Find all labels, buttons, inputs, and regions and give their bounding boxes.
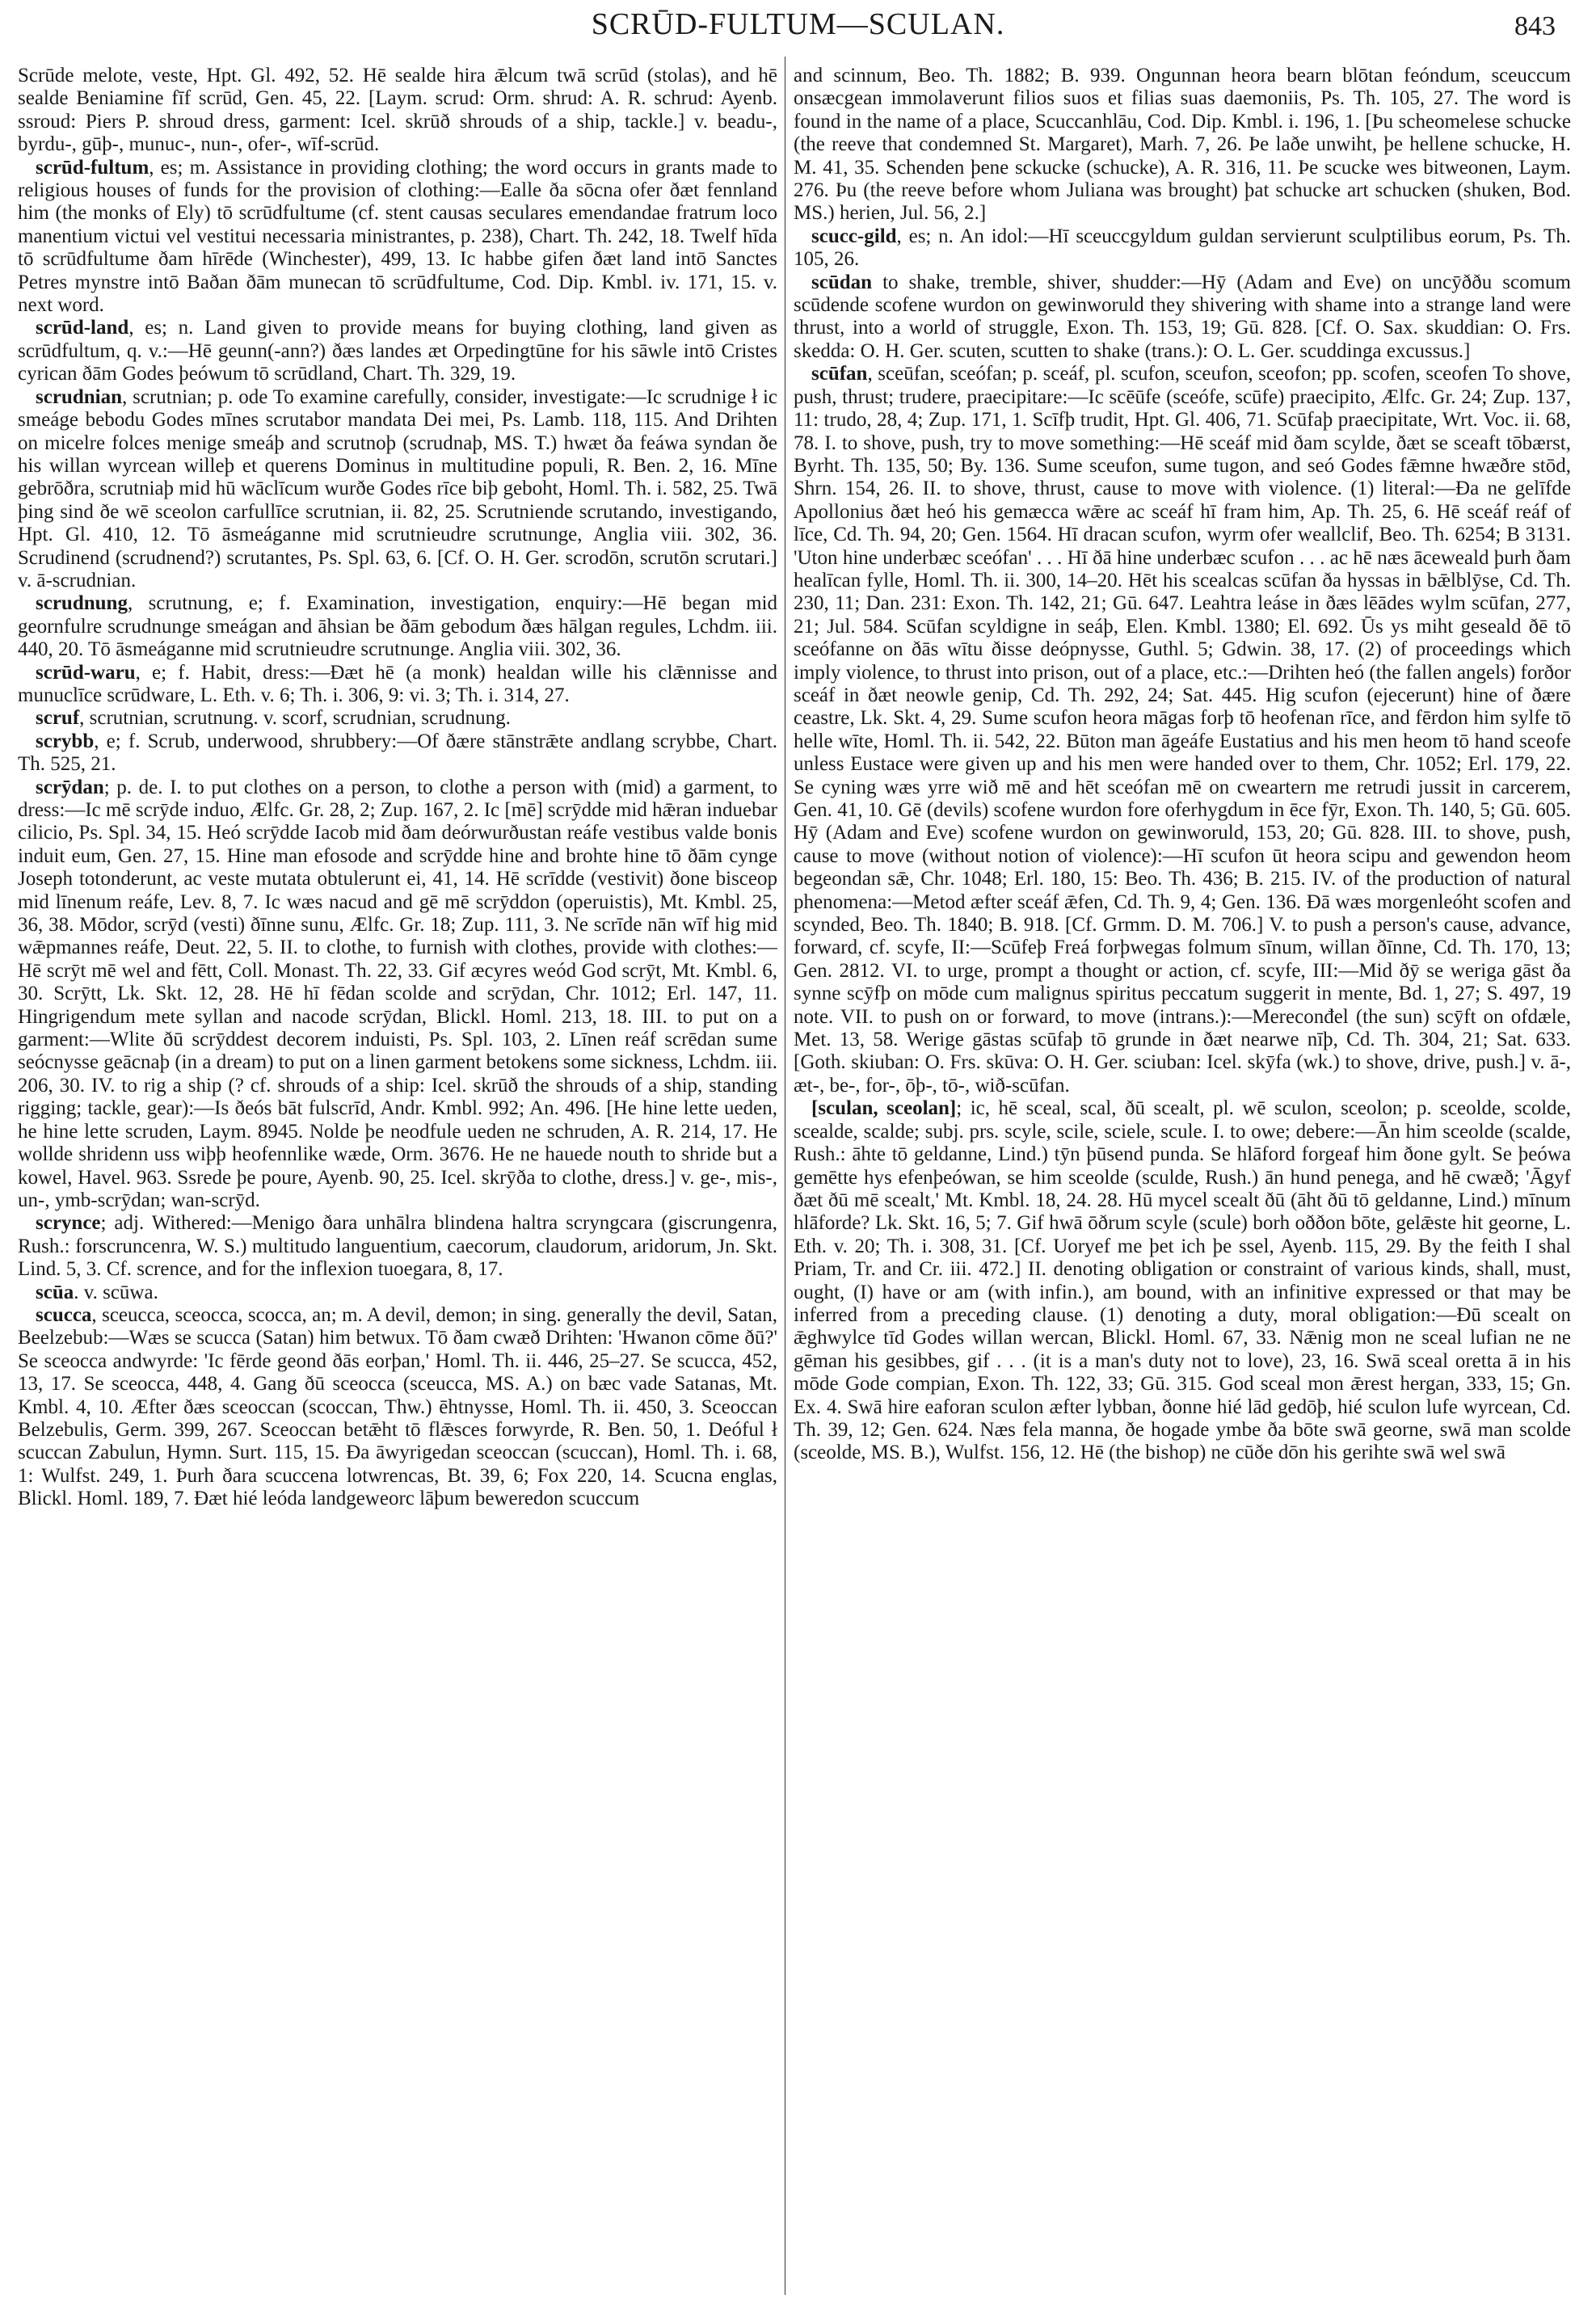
dictionary-entry <box>18 662 777 708</box>
entry-text: , scrutnung, e; f. Examination, investigation, enquiry:—Hē began mid geornfulre scrudnunge smeágan and āhsian be ðām gebodum ðæs hālgan regules, Lchdm. iii. 440, 20. Tō āsmeáganne mid scrutnieudre scrutnunge. Anglia viii. 302, 36. <box>18 592 777 661</box>
entry-text: and scinnum, Beo. Th. 1882; B. 939. Ongunnan heora bearn blōtan feóndum, sceuccum onsæcgean immolaverunt filios suos et filias suas daemoniis, Ps. Th. 105, 27. The word is found in the name of a place, Scuccanhlāu, Cod. Dip. Kmbl. i. 196, 1. [Þu scheomelese schucke (the reeve that condemned St. Margaret), Marh. 7, 26. Þe laðe unwiht, þe hellene schucke, H. M. 41, 35. Schenden þene sckucke (schucke), A. R. 316, 11. Þe scucke wes bitweonen, Laym. 276. Þu (the reeve before whom Juliana was brought) þat schucke art schucken (shuken, Bod. MS.) herien, Jul. 56, 2.] <box>794 65 1571 225</box>
headword: scrudnung <box>36 592 128 615</box>
right-column <box>794 65 1571 2303</box>
dictionary-entry <box>794 363 1571 1097</box>
entry-text: , scrutnian, scrutnung. v. scorf, scrudnian, scrudnung. <box>79 707 511 730</box>
entry-text: to shake, tremble, shiver, shudder:—Hȳ (Adam and Eve) on uncȳððu scomum scūdende scofene wurdon on gewinworuld they shivering with shame into a strange land were thrust, into a world of struggle, Exon. Th. 153, 19; Gū. 828. [Cf. O. Sax. skuddian: O. Frs. skedda: O. H. Ger. scuten, scutten to shake (trans.): O. L. Ger. scuddinga excussus.] <box>794 271 1571 362</box>
dictionary-entry <box>794 272 1571 364</box>
dictionary-entry <box>18 317 777 385</box>
dictionary-entry <box>18 707 777 730</box>
dictionary-entry <box>794 1097 1571 1465</box>
entry-text: , e; f. Scrub, underwood, shrubbery:—Of ðære stānstrǣte andlang scrybbe, Chart. Th. 525, 21. <box>18 730 777 776</box>
entry-text: , es; m. Assistance in providing clothing; the word occurs in grants made to religious houses of funds for the provision of clothing:—Ealle ða sōcna ofer ðæt fennland him (the monks of Ely) tō scrūdfultume (cf. stent causas seculares emendandae fratrum loco manentium victui vel vestitui necessaria ministrantes, p. 238), Chart. Th. 242, 18. Twelf hīda tō scrūdfultume ðam hīrēde (Winchester), 499, 13. Ic habbe gifen ðæt land intō Sanctes Petres mynstre intō Baðan ðām munecan tō scrūdfultume, Cod. Dip. Kmbl. iv. 171, 15. v. next word. <box>18 156 777 317</box>
headword: scūdan <box>811 271 873 293</box>
entry-text: ; adj. Withered:—Menigo ðara unhālra blindena haltra scryngcara (giscrungenra, Rush.: forscruncenra, W. S.) multitudo languentium, caecorum, claudorum, aridorum, Jn. Skt. Lind. 5, 3. Cf. scrence, and for the inflexion tuoegara, 8, 17. <box>18 1212 777 1281</box>
headword: scrȳdan <box>36 776 104 798</box>
entry-text: ; ic, hē sceal, scal, ðū scealt, pl. wē sculon, sceolon; p. sceolde, scolde, scealde, scalde; subj. prs. scyle, scile, sciele, scule. I. to owe; debere:—Ān him sceolde (scalde, Rush.: āhte tō geldanne, Lind.) tȳn þūsend punda. Se hlāford forgeaf him ðone gylt. Se þeówa gemētte hys efenþeówan, se him sceolde (sculde, Rush.) ān hund penega, and hē cwæð; 'Āgyf ðæt ðū mē scealt,' Mt. Kmbl. 18, 24. 28. Hū mycel scealt ðū (āht ðū tō geldanne, Lind.) mīnum hlāforde? Lk. Skt. 16, 5; 7. Gif hwā ōðrum scyle (scule) borh oððon bōte, gelǣste hit georne, L. Eth. v. 20; Th. i. 308, 31. [Cf. Uoryef me þet ich þe ssel, Ayenb. 115, 29. By the feith I shal Priam, Tr. and Cr. iii. 472.] II. denoting obligation or constraint of various kinds, shall, must, ought, (I) have or am (with infin.), am bound, with an infinitive expressed or that may be inferred from a preceding clause. (1) denoting a duty, moral obligation:—Ðū scealt on ǣghwylce tīd Godes willan wercan, Blickl. Homl. 67, 33. Nǣnig mon ne sceal lufian ne ne gēman his gesibbes, gif . . . (it is a man's duty not to love), 23, 16. Swā sceal oretta ā in his mōde Gode compian, Exon. Th. 122, 33; Gū. 315. God sceal mon ǣrest hergan, 333, 15; Gn. Ex. 4. Swā hire eaforan sculon æfter lybban, ðonne hié lād gedōþ, hié sculon lufe wyrcean, Cd. Th. 39, 12; Gen. 624. Næs fela manna, ðe hogade ymbe ða bōte swā georne, swā man scolde (sceolde, MS. B.), Wulfst. 156, 12. Hē (the bishop) ne cūðe dōn his gerihte swā wel swā <box>794 1097 1571 1464</box>
headword: scruf <box>36 707 80 730</box>
headword: scrudnian <box>36 385 122 408</box>
dictionary-entry <box>18 157 777 318</box>
dictionary-entry <box>18 592 777 661</box>
entry-text: , e; f. Habit, dress:—Ðæt hē (a monk) healdan wille his clǣnnisse and munuclīce scrūdware, L. Eth. v. 6; Th. i. 306, 9: vi. 3; Th. i. 314, 27. <box>18 661 777 706</box>
entry-text: , sceucca, sceocca, scocca, an; m. A devil, demon; in sing. generally the devil, Satan, Beelzebub:—Wæs se scucca (Satan) him betwux. Tō ðam cwæð Drihten: 'Hwanon cōme ðū?' Se sceocca andwyrde: 'Ic fērde geond ðās eorþan,' Homl. Th. ii. 446, 25–27. Se scucca, 452, 13, 17. Se sceocca, 448, 4. Gang ðū sceocca (sceucca, MS. A.) on bæc vade Satanas, Mt. Kmbl. 4, 10. Æfter ðæs sceoccan (scoccan, Thw.) ēhtnysse, Homl. Th. ii. 450, 3. Sceoccan Belzebulis, Germ. 399, 267. Sceoccan betǣht tō flǣsces forwyrde, R. Ben. 50, 1. Deóful ł scuccan Zabulun, Hymn. Surt. 115, 15. Ða āwyrigedan sceoccan (scuccan), Homl. Th. i. 68, 1: Wulfst. 249, 1. Þurh ðara scuccena lotwrencas, Bt. 39, 6; Fox 220, 14. Scucna englas, Blickl. Homl. 189, 7. Ðæt hié leóda landgeweorc lāþum beweredon scuccum <box>18 1303 777 1510</box>
headword: [sculan, sceolan] <box>811 1097 957 1120</box>
dictionary-entry <box>18 1212 777 1281</box>
entry-text: Scrūde melote, veste, Hpt. Gl. 492, 52. Hē sealde hira ǣlcum twā scrūd (stolas), and hē sealde Beniamine fīf scrūd, Gen. 45, 22. [Laym. scrud: Orm. shrud: A. R. schrud: Ayenb. ssroud: Piers P. shroud dress, garment: Icel. skrūð shrouds of a ship, tackle.] v. beadu-, byrdu-, gūþ-, munuc-, nun-, ofer-, wīf-scrūd. <box>18 65 777 156</box>
entry-text: . v. scūwa. <box>74 1281 158 1303</box>
dictionary-entry <box>794 225 1571 272</box>
entry-text: , sceūfan, sceófan; p. sceáf, pl. scufon, sceufon, sceofon; pp. scofen, sceofen To shove, push, thrust; trudere, praecipitare:—Ic scēūfe (sceófe, scūfe) praecipito, Ælfc. Gr. 24; Zup. 137, 11: trudo, 28, 4; Zup. 171, 1. Scīfþ trudit, Hpt. Gl. 406, 71. Scūfaþ praecipitate, Wrt. Voc. ii. 68, 78. I. to shove, push, try to move something:—Hē sceáf mid ðam scylde, ðæt se sceaft tōbærst, Byrht. Th. 135, 50; By. 136. Sume sceufon, sume tugon, and seó Godes fǣmne hwæðre stōd, Shrn. 154, 26. II. to shove, thrust, cause to move with violence. (1) literal:—Ða ne gelīfde Apollonius ðæt heó his gemæcca wǣre ac sceáf hī fram him, Ap. Th. 25, 6. Hē sceáf reáf of līce, Cd. Th. 94, 20; Gen. 1564. Hī dracan scufon, wyrm ofer weallclif, Beo. Th. 6254; B 3131. 'Uton hine underbæc sceófan' . . . Hī ðā hine underbæc scufon . . . ac hē næs āceweald þurh ðam healīcan fylle, Homl. Th. ii. 300, 14–20. Hēt his scealcas scūfan ða hyssas in bǣlblȳse, Cd. Th. 230, 11; Dan. 231: Exon. Th. 142, 21; Gū. 647. Leahtra leáse in ðæs lēādes wylm scūfan, 277, 21; Jul. 584. Scūfan scyldigne in seáþ, Elen. Kmbl. 1380; El. 692. Ūs ys miht geseald ðē tō sceófanne on ðās wītu ðisse deópnysse, Guthl. 5; Gdwin. 38, 17. (2) of proceedings which imply violence, to thrust into prison, out of a place, etc.:—Drihten heó (the fallen angels) forðor sceáf in ðæt neowle genip, Cd. Th. 292, 24; Sat. 445. Hig scufon (ejecerunt) hine of ðære ceastre, Lk. Skt. 4, 29. Sume scufon heora māgas forþ tō heofenan rīce, and fērdon him sylfe tō helle wīte, Homl. Th. ii. 542, 22. Būton man āgeáfe Eustatius and his men heom tō hand sceofe unless Eustace were given up and his men were handed over to them, Chr. 1052; Erl. 179, 22. Se cyning wæs yrre wið mē and hēt sceófan mē on cweartern me retrudi jussit in carcerem, Gen. 41, 10. Gē (devils) scofene wurdon fore oferhygdum in ēce fȳr, Exon. Th. 140, 5; Gū. 605. Hȳ (Adam and Eve) scofene wurdon on gewinworuld, 153, 20; Gū. 828. III. to shove, push, cause to move (without notion of violence):—Hī scufon ūt heora scipu and gewendon heom begeondan sǣ, Chr. 1048; Erl. 180, 15: Beo. Th. 436; B. 215. IV. of the production of natural phenomena:—Metod æfter sceáf ǣfen, Cd. Th. 9, 4; Gen. 136. Ðā wæs morgenleóht scofen and scynded, Beo. Th. 1840; B. 918. [Cf. Grmm. D. M. 706.] V. to push a person's cause, advance, forward, cf. scyfe, II:—Scūfeþ Freá forþwegas folmum sīnum, willan ðīnne, Cd. Th. 170, 13; Gen. 2812. VI. to urge, prompt a thought or action, cf. scyfe, III:—Mid ðȳ se weriga gāst ða synne scȳfþ on mōde cum malignus spiritus peccatum suggerit in mente, Bd. 1, 27; S. 497, 19 note. VII. to push on or forward, to move (intrans.):—Mereconđel (the sun) scȳft on ofdæle, Met. 13, 58. Werige gāstas scūfaþ tō grunde in ðæt nearwe nīþ, Cd. Th. 304, 21; Sat. 633. [Goth. skiuban: O. Frs. skūva: O. H. Ger. sciuban: Icel. skȳfa (wk.) to shove, drive, push.] v. ā-, æt-, be-, for-, ōþ-, tō-, wið-scūfan. <box>794 363 1571 1097</box>
headword: scrybb <box>36 730 95 752</box>
entry-text: ; p. de. I. to put clothes on a person, to clothe a person with (mid) a garment, to dress:—Ic mē scrȳde induo, Ælfc. Gr. 28, 2; Zup. 167, 2. Ic [mē] scrȳdde mid hǣran induebar cilicio, Ps. Spl. 34, 15. Heó scrȳdde Iacob mid ðam deórwurðustan reáfe vestibus valde bonis induit eum, Gen. 27, 15. Hine man efosode and scrȳdde hine and brohte hine tō ðām cynge Joseph totonderunt, ac veste mutata obtulerunt ei, 41, 14. Hē scrīdde (vestivit) ðone bisceop mid līnenum reáfe, Lev. 8, 7. Ic wæs nacud and gē mē scrȳddon (operuistis), Mt. Kmbl. 25, 36, 38. Mōdor, scrȳd (vesti) ðīnne sunu, Ælfc. Gr. 18; Zup. 111, 3. Ne scrīde nān wīf hig mid wǣpmannes reáfe, Deut. 22, 5. II. to clothe, to furnish with clothes, provide with clothes:—Hē scrȳt mē wel and fētt, Coll. Monast. Th. 22, 33. Gif æcyres weód God scrȳt, Mt. Kmbl. 6, 30. Scrȳtt, Lk. Skt. 12, 28. Hē hī fēdan scolde and scrȳdan, Chr. 1012; Erl. 147, 11. Hingrigendum mete syllan and nacode scrȳdan, Blickl. Homl. 213, 18. III. to put on a garment:—Wlite ðū scrȳddest decorem induisti, Ps. Spl. 103, 2. Līnen reáf scrēdan sume seócnysse geācnaþ (in a dream) to put on a linen garment betokens some sickness, Lchdm. iii. 206, 30. IV. to rig a ship (? cf. shrouds of a ship: Icel. skrūð the shrouds of a ship, standing rigging; tackle, gear):—Is ðeós bāt fulscrīd, Andr. Kmbl. 992; An. 496. [He hine lette ueden, he hine lette scruden, Laym. 8945. Nolde þe neodfule ueden ne schruden, A. R. 214, 17. He wollde shridenn uss wiþþ heofennlike wæde, Orm. 3676. He ne hauede nouth to shride but a kowel, Havel. 963. Ssrede þe poure, Ayenb. 90, 25. Icel. skrȳða to clothe, dress.] v. ge-, mis-, un-, ymb-scrȳdan; wan-scrȳd. <box>18 776 777 1211</box>
dictionary-entry <box>18 1304 777 1511</box>
page-header <box>0 6 1596 47</box>
headword: scrūd-waru <box>36 661 136 684</box>
entry-text: , es; n. Land given to provide means for buying clothing, land given as scrūdfultum, q. v.:—Hē geunn(-ann?) ðæs landes æt Orpedingtūne for his sāwle intō Cristes cyrican ðām Godes þeówum tō scrūdland, Chart. Th. 329, 19. <box>18 317 777 385</box>
entry-text: , scrutnian; p. ode To examine carefully, consider, investigate:—Ic scrudnige ł ic smeáge bebodu Godes mīnes scrutabor mandata Dei mei, Ps. Lamb. 118, 115. And Drihten on micelre folces menige smeáþ and scrutnoþ (scrudnaþ, MS. T.) hwæt ða feáwa syndan ðe his willan wyrcean willeþ et querens Dominus in multitudine populi, R. Ben. 2, 16. Mīne gebrōðra, scrutniaþ mid hū wāclīcum wurðe Godes rīce biþ geboht, Homl. Th. i. 582, 25. Twā þing sind ðe wē sceolon carfullīce scrutnian, ii. 82, 25. Scrutniende scrutando, investigando, Hpt. Gl. 410, 12. Tō āsmeáganne mid scrutnieudre scrutnunge, Anglia viii. 302, 36. Scrudinend (scrudnend?) scrutantes, Ps. Spl. 63, 6. [Cf. O. H. Ger. scrodōn, scrutōn scrutari.] v. ā-scrudnian. <box>18 385 777 591</box>
page-number: 843 <box>1514 11 1556 41</box>
headword: scūa <box>36 1281 74 1303</box>
dictionary-entry <box>18 777 777 1213</box>
dictionary-entry <box>18 65 777 157</box>
headword: scucc-gild <box>811 225 897 247</box>
dictionary-entry <box>18 1282 777 1304</box>
dictionary-entry <box>18 386 777 593</box>
headword: scūfan <box>811 363 868 385</box>
left-column <box>18 65 777 2303</box>
headword: scrūd-land <box>36 317 129 339</box>
entry-text: , es; n. An idol:—Hī sceuccgyldum guldan servierunt sculptilibus eorum, Ps. Th. 105, 26. <box>794 225 1571 271</box>
headword: scrūd-fultum <box>36 156 149 179</box>
headword: scucca <box>36 1303 92 1326</box>
running-title: SCRŪD-FULTUM—SCULAN. <box>591 7 1005 41</box>
dictionary-entry <box>794 65 1571 225</box>
dictionary-entry <box>18 730 777 777</box>
headword: scrynce <box>36 1212 101 1235</box>
